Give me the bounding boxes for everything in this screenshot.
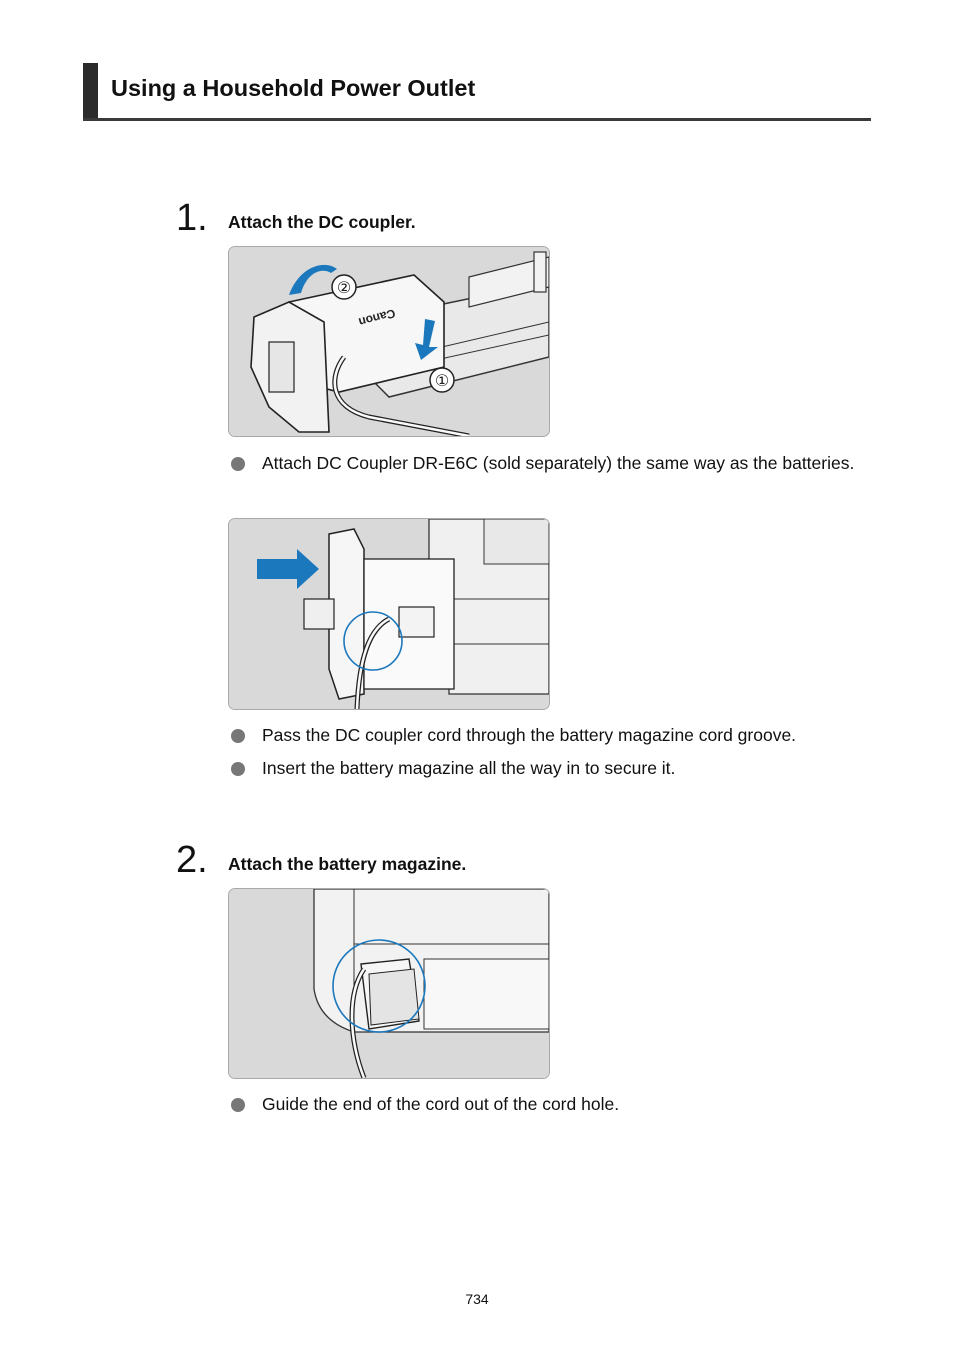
step-1-number: 1.	[176, 197, 208, 239]
callout-2: ②	[336, 278, 352, 297]
bullet-item	[231, 757, 871, 780]
bullet-item	[231, 1093, 871, 1116]
bullet-item	[231, 452, 871, 475]
dc-coupler-illustration	[229, 247, 549, 436]
figure-attach-battery-magazine	[228, 888, 550, 1079]
step-2-title: Attach the battery magazine.	[228, 854, 467, 874]
figure-cord-groove	[228, 518, 550, 710]
brand-label: Canon	[357, 306, 397, 330]
battery-magazine-illustration	[229, 889, 549, 1078]
cord-groove-illustration	[229, 519, 549, 709]
header-accent-bar	[83, 63, 98, 118]
bullet-dot-icon	[231, 457, 245, 471]
bullet-text: Guide the end of the cord out of the cord hole.	[262, 1094, 620, 1114]
page-title: Using a Household Power Outlet	[111, 75, 476, 101]
bullet-text: Attach DC Coupler DR-E6C (sold separately) the same way as the batteries.	[262, 453, 855, 473]
figure-attach-dc-coupler	[228, 246, 550, 437]
section-header	[83, 63, 871, 121]
callout-1: ①	[434, 371, 450, 390]
bullet-dot-icon	[231, 1098, 245, 1112]
step-1-title: Attach the DC coupler.	[228, 212, 416, 232]
bullet-dot-icon	[231, 762, 245, 776]
bullet-text: Insert the battery magazine all the way in to secure it.	[262, 758, 676, 778]
bullet-dot-icon	[231, 729, 245, 743]
bullet-text: Pass the DC coupler cord through the battery magazine cord groove.	[262, 725, 797, 745]
step-2-number: 2.	[176, 839, 208, 881]
page-number: 734	[465, 1291, 489, 1307]
bullet-item	[231, 724, 871, 747]
